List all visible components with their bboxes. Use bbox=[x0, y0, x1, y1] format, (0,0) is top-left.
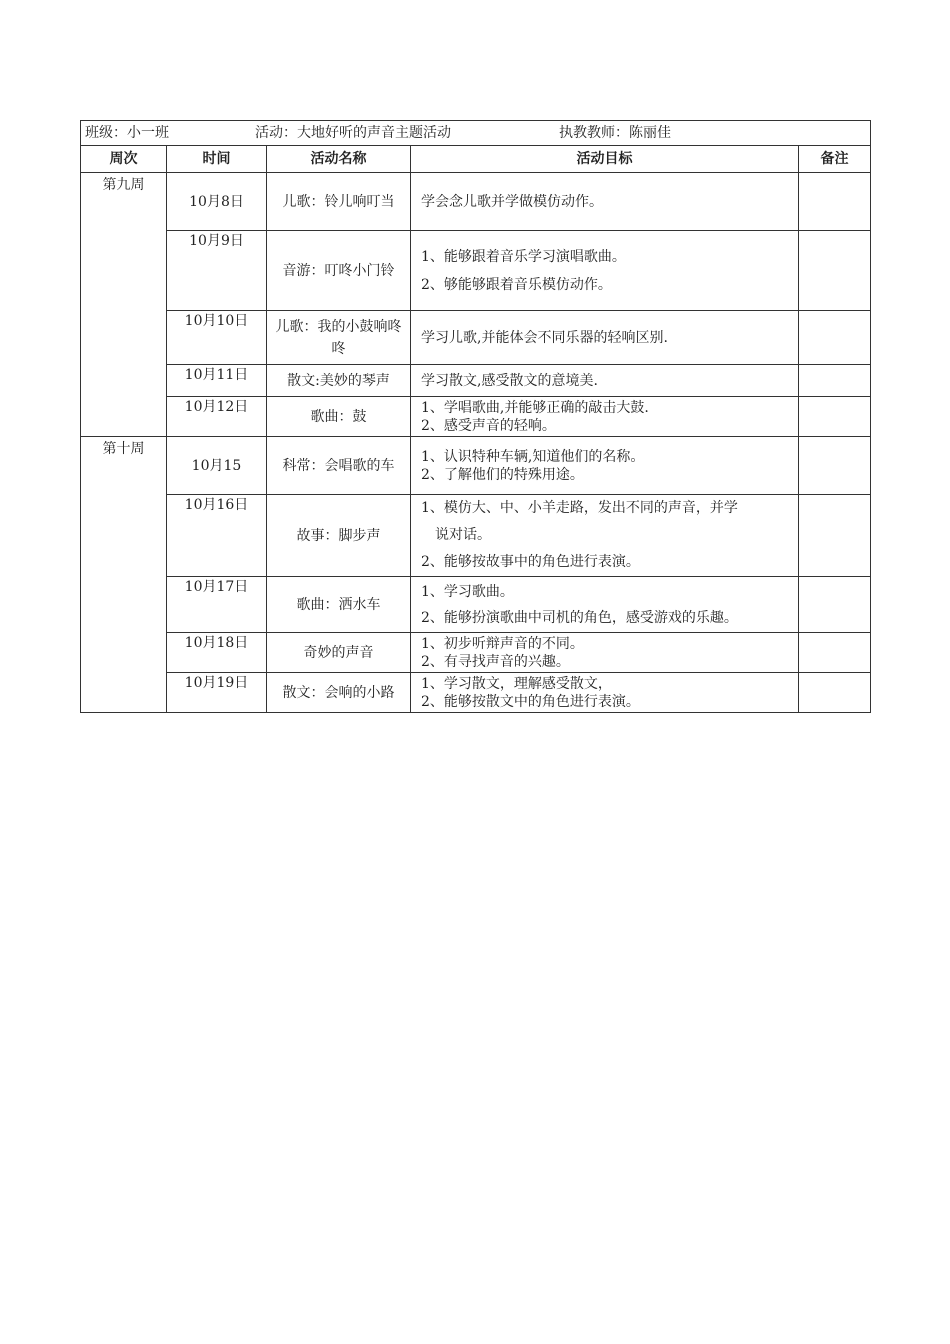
goal-line: 1、能够跟着音乐学习演唱歌曲。 bbox=[421, 248, 626, 265]
date-cell: 10月16日 bbox=[167, 495, 267, 577]
date-cell: 10月15 bbox=[167, 437, 267, 495]
col-goal-header: 活动目标 bbox=[411, 146, 799, 173]
goal-cell bbox=[411, 173, 799, 231]
note-cell bbox=[799, 173, 871, 231]
note-cell bbox=[799, 231, 871, 311]
date-cell: 10月8日 bbox=[167, 173, 267, 231]
date-cell: 10月10日 bbox=[167, 311, 267, 365]
teacher-label: 执教教师：陈丽佳 bbox=[559, 125, 671, 141]
plan-header-row bbox=[81, 121, 871, 146]
activity-name-cell: 散文：会响的小路 bbox=[267, 673, 411, 713]
goal-line: 说对话。 bbox=[435, 527, 491, 543]
activity-name-cell: 科常：会唱歌的车 bbox=[267, 437, 411, 495]
table-row bbox=[81, 231, 871, 311]
goal-cell bbox=[411, 311, 799, 365]
date-cell: 10月12日 bbox=[167, 397, 267, 437]
goal-cell bbox=[411, 397, 799, 437]
date-cell: 10月9日 bbox=[167, 231, 267, 311]
activity-plan-table bbox=[80, 120, 871, 713]
note-cell bbox=[799, 577, 871, 633]
note-cell bbox=[799, 311, 871, 365]
goal-line: 1、模仿大、中、小羊走路，发出不同的声音，并学 bbox=[421, 500, 738, 516]
note-cell bbox=[799, 633, 871, 673]
goal-cell bbox=[411, 633, 799, 673]
goal-line: 1、认识特种车辆,知道他们的名称。 bbox=[421, 448, 645, 465]
table-row bbox=[81, 633, 871, 673]
date-cell: 10月19日 bbox=[167, 673, 267, 713]
activity-name-cell: 故事：脚步声 bbox=[267, 495, 411, 577]
activity-label: 活动：大地好听的声音主题活动 bbox=[255, 125, 451, 141]
activity-name-cell: 音游：叮咚小门铃 bbox=[267, 231, 411, 311]
goal-line: 学会念儿歌并学做模仿动作。 bbox=[421, 193, 603, 210]
class-label: 班级：小一班 bbox=[85, 125, 169, 141]
activity-name-cell: 歌曲：洒水车 bbox=[267, 577, 411, 633]
goal-line: 2、了解他们的特殊用途。 bbox=[421, 466, 584, 483]
activity-name-cell: 歌曲：鼓 bbox=[267, 397, 411, 437]
col-name-header: 活动名称 bbox=[267, 146, 411, 173]
goal-line: 1、学习歌曲。 bbox=[421, 583, 514, 600]
goal-line: 2、感受声音的轻响。 bbox=[421, 417, 556, 434]
goal-line: 2、能够按故事中的角色进行表演。 bbox=[421, 554, 640, 570]
activity-name-cell: 散文:美妙的琴声 bbox=[267, 365, 411, 397]
table-row bbox=[81, 437, 871, 495]
goal-cell bbox=[411, 231, 799, 311]
column-header-row bbox=[81, 146, 871, 173]
goal-line: 2、有寻找声音的兴趣。 bbox=[421, 653, 570, 670]
goal-cell bbox=[411, 495, 799, 577]
table-row bbox=[81, 577, 871, 633]
goal-line: 2、能够扮演歌曲中司机的角色，感受游戏的乐趣。 bbox=[421, 609, 738, 626]
activity-name-cell: 儿歌：我的小鼓响咚咚 bbox=[267, 311, 411, 365]
goal-line: 1、初步听辩声音的不同。 bbox=[421, 635, 584, 652]
goal-cell bbox=[411, 365, 799, 397]
table-row bbox=[81, 311, 871, 365]
week-cell: 第十周 bbox=[81, 437, 167, 713]
note-cell bbox=[799, 495, 871, 577]
table-row bbox=[81, 495, 871, 577]
goal-cell bbox=[411, 673, 799, 713]
table-row bbox=[81, 173, 871, 231]
date-cell: 10月11日 bbox=[167, 365, 267, 397]
goal-line: 1、学唱歌曲,并能够正确的敲击大鼓. bbox=[421, 399, 649, 416]
goal-line: 1、学习散文，理解感受散文， bbox=[421, 675, 612, 692]
note-cell bbox=[799, 365, 871, 397]
goal-cell bbox=[411, 577, 799, 633]
table-row bbox=[81, 365, 871, 397]
plan-header-cell bbox=[81, 121, 871, 146]
goal-line: 2、能够按散文中的角色进行表演。 bbox=[421, 693, 640, 710]
col-date-header: 时间 bbox=[167, 146, 267, 173]
col-week-header: 周次 bbox=[81, 146, 167, 173]
goal-line: 学习儿歌,并能体会不同乐器的轻响区别. bbox=[421, 329, 668, 346]
activity-name-cell: 儿歌：铃儿响叮当 bbox=[267, 173, 411, 231]
col-note-header: 备注 bbox=[799, 146, 871, 173]
note-cell bbox=[799, 397, 871, 437]
goal-cell bbox=[411, 437, 799, 495]
activity-name-cell: 奇妙的声音 bbox=[267, 633, 411, 673]
date-cell: 10月17日 bbox=[167, 577, 267, 633]
date-cell: 10月18日 bbox=[167, 633, 267, 673]
note-cell bbox=[799, 437, 871, 495]
table-row bbox=[81, 397, 871, 437]
note-cell bbox=[799, 673, 871, 713]
table-row bbox=[81, 673, 871, 713]
goal-line: 2、够能够跟着音乐模仿动作。 bbox=[421, 276, 612, 293]
goal-line: 学习散文,感受散文的意境美. bbox=[421, 372, 598, 389]
week-cell: 第九周 bbox=[81, 173, 167, 437]
